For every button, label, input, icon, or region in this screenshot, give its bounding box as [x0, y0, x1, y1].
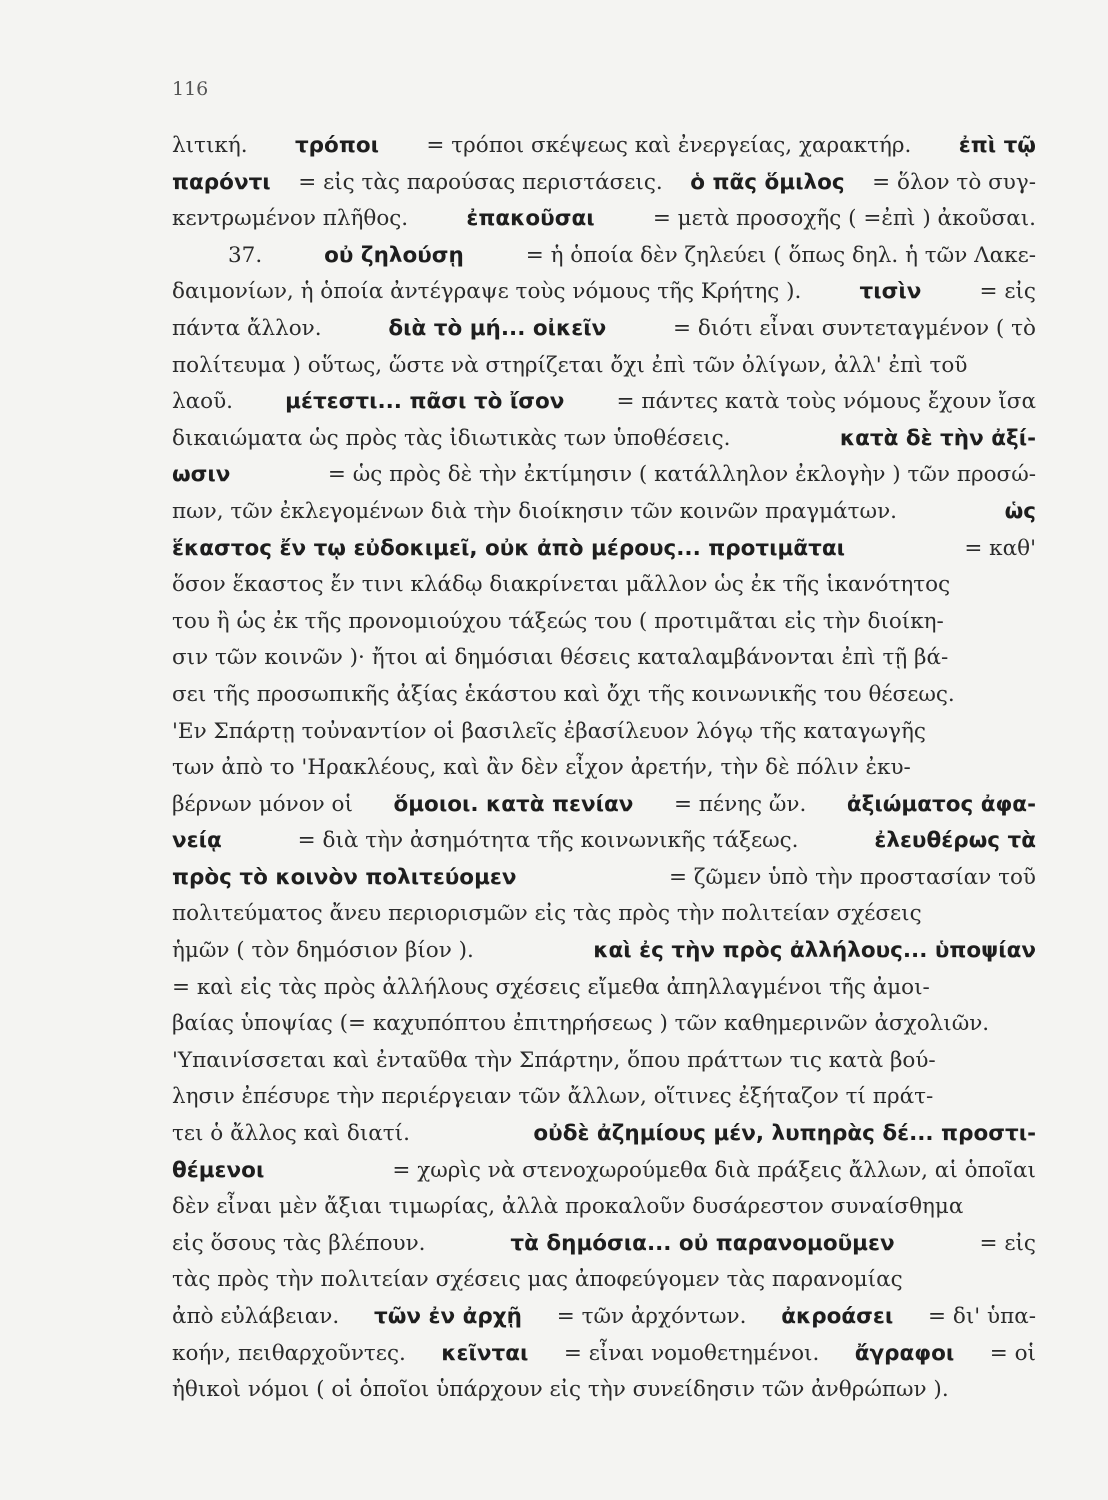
- text-line: = καὶ εἰς τὰς πρὸς ἀλλήλους σχέσεις εἴμεθα ἀπηλλαγμένοι τῆς ἀμοι-: [172, 974, 930, 1000]
- text-line: 'Υπαινίσσεται καὶ ἐνταῦθα τὴν Σπάρτην, ὅπου πράττων τις κατὰ βού-: [172, 1047, 936, 1073]
- text-line: βαίας ὑποψίας (= καχυπόπτου ἐπιτηρήσεως ) τῶν καθημερινῶν ἀσχολιῶν.: [172, 1011, 990, 1037]
- text-line: θέμενοι = χωρὶς νὰ στενοχωρούμεθα διὰ πράξεις ἄλλων, αἱ ὁποῖαι: [172, 1157, 1036, 1183]
- text-line: τὰς πρὸς τὴν πολιτείαν σχέσεις μας ἀποφεύγομεν τὰς παρανομίας: [172, 1267, 903, 1293]
- text-line: των ἀπὸ το 'Ηρακλέους, καὶ ἂν δὲν εἶχον ἀρετήν, τὴν δὲ πόλιν ἐκυ-: [172, 755, 911, 781]
- text-line: ὅσον ἕκαστος ἔν τινι κλάδῳ διακρίνεται μᾶλλον ὡς ἐκ τῆς ἱκανότητος: [172, 572, 951, 598]
- text-line: κεντρωμένον πλῆθος. ἐπακοῦσαι = μετὰ προσοχῆς ( =ἐπὶ ) ἀκοῦσαι.: [172, 206, 1036, 232]
- text-line: ἠθικοὶ νόμοι ( οἱ ὁποῖοι ὑπάρχουν εἰς τὴν συνείδησιν τῶν ἀνθρώπων ).: [172, 1377, 949, 1403]
- text-line: νείᾳ = διὰ τὴν ἀσημότητα τῆς κοινωνικῆς τάξεως. ἐλευθέρως τὰ: [172, 828, 1036, 854]
- text-line: πάντα ἄλλον. διὰ τὸ μή... οἰκεῖν = διότι εἶναι συντεταγμένον ( τὸ: [172, 315, 1036, 341]
- text-line: κοήν, πειθαρχοῦντες. κεῖνται = εἶναι νομοθετημένοι. ἄγραφοι = οἱ: [172, 1340, 1036, 1366]
- text-line: εἰς ὅσους τὰς βλέπουν. τὰ δημόσια... οὐ παρανομοῦμεν = εἰς: [172, 1230, 1036, 1256]
- text-line: ωσιν = ὡς πρὸς δὲ τὴν ἐκτίμησιν ( κατάλληλον ἐκλογὴν ) τῶν προσώ-: [172, 462, 1036, 488]
- text-line: δαιμονίων, ἡ ὁποία ἀντέγραψε τοὺς νόμους τῆς Κρήτης ). τισὶν = εἰς: [172, 279, 1036, 305]
- text-line: βέρνων μόνον οἱ ὅμοιοι. κατὰ πενίαν = πένης ὤν. ἀξιώματος ἀφα-: [172, 791, 1036, 817]
- text-line: πολίτευμα ) οὕτως, ὥστε νὰ στηρίζεται ὄχι ἐπὶ τῶν ὀλίγων, ἀλλ' ἐπὶ τοῦ: [172, 352, 968, 378]
- commentary-text: [172, 128, 1036, 1409]
- text-line: λησιν ἐπέσυρε τὴν περιέργειαν τῶν ἄλλων, οἵτινες ἐξήταζον τί πράτ-: [172, 1084, 934, 1110]
- text-line: 37. οὐ ζηλούσῃ = ἡ ὁποία δὲν ζηλεύει ( ὅπως δηλ. ἡ τῶν Λακε-: [228, 242, 1036, 268]
- text-line: παρόντι = εἰς τὰς παρούσας περιστάσεις. ὁ πᾶς ὅμιλος = ὅλον τὸ συγ-: [172, 169, 1036, 195]
- text-line: λιτική. τρόποι = τρόποι σκέψεως καὶ ἐνεργείας, χαρακτήρ. ἐπὶ τῷ: [172, 133, 1036, 158]
- text-line: πολιτεύματος ἄνευ περιορισμῶν εἰς τὰς πρὸς τὴν πολιτείαν σχέσεις: [172, 901, 922, 927]
- page-number: 116: [172, 78, 209, 100]
- text-line: του ἢ ὡς ἐκ τῆς προνομιούχου τάξεώς του ( προτιμᾶται εἰς τὴν διοίκη-: [172, 608, 944, 634]
- text-line: σει τῆς προσωπικῆς ἀξίας ἑκάστου καὶ ὄχι τῆς κοινωνικῆς του θέσεως.: [172, 681, 955, 707]
- text-line: δικαιώματα ὡς πρὸς τὰς ἰδιωτικὰς των ὑποθέσεις. κατὰ δὲ τὴν ἀξί-: [172, 425, 1036, 451]
- text-line: ἀπὸ εὐλάβειαν. τῶν ἐν ἀρχῇ = τῶν ἀρχόντων. ἀκροάσει = δι' ὑπα-: [172, 1304, 1036, 1329]
- text-line: πων, τῶν ἐκλεγομένων διὰ τὴν διοίκησιν τῶν κοινῶν πραγμάτων. ὡς: [172, 498, 1036, 524]
- text-line: τει ὁ ἄλλος καὶ διατί. οὐδὲ ἀζημίους μέν, λυπηρὰς δέ... προστι-: [172, 1121, 1036, 1147]
- text-line: ἡμῶν ( τὸν δημόσιον βίον ). καὶ ἐς τὴν πρὸς ἀλλήλους... ὑποψίαν: [172, 938, 1036, 964]
- text-line: σιν τῶν κοινῶν )· ἤτοι αἱ δημόσιαι θέσεις καταλαμβάνονται ἐπὶ τῇ βά-: [172, 645, 949, 671]
- text-line: δὲν εἶναι μὲν ἄξιαι τιμωρίας, ἀλλὰ προκαλοῦν δυσάρεστον συναίσθημα: [172, 1194, 964, 1220]
- text-line: λαοῦ. μέτεστι... πᾶσι τὸ ἴσον = πάντες κατὰ τοὺς νόμους ἔχουν ἴσα: [172, 389, 1036, 415]
- text-line: πρὸς τὸ κοινὸν πολιτεύομεν = ζῶμεν ὑπὸ τὴν προστασίαν τοῦ: [172, 864, 1036, 890]
- text-line: 'Εν Σπάρτῃ τοὐναντίον οἱ βασιλεῖς ἐβασίλευον λόγῳ τῆς καταγωγῆς: [172, 718, 926, 744]
- text-line: ἕκαστος ἔν τῳ εὐδοκιμεῖ, οὐκ ἀπὸ μέρους... προτιμᾶται = καθ': [172, 535, 1036, 561]
